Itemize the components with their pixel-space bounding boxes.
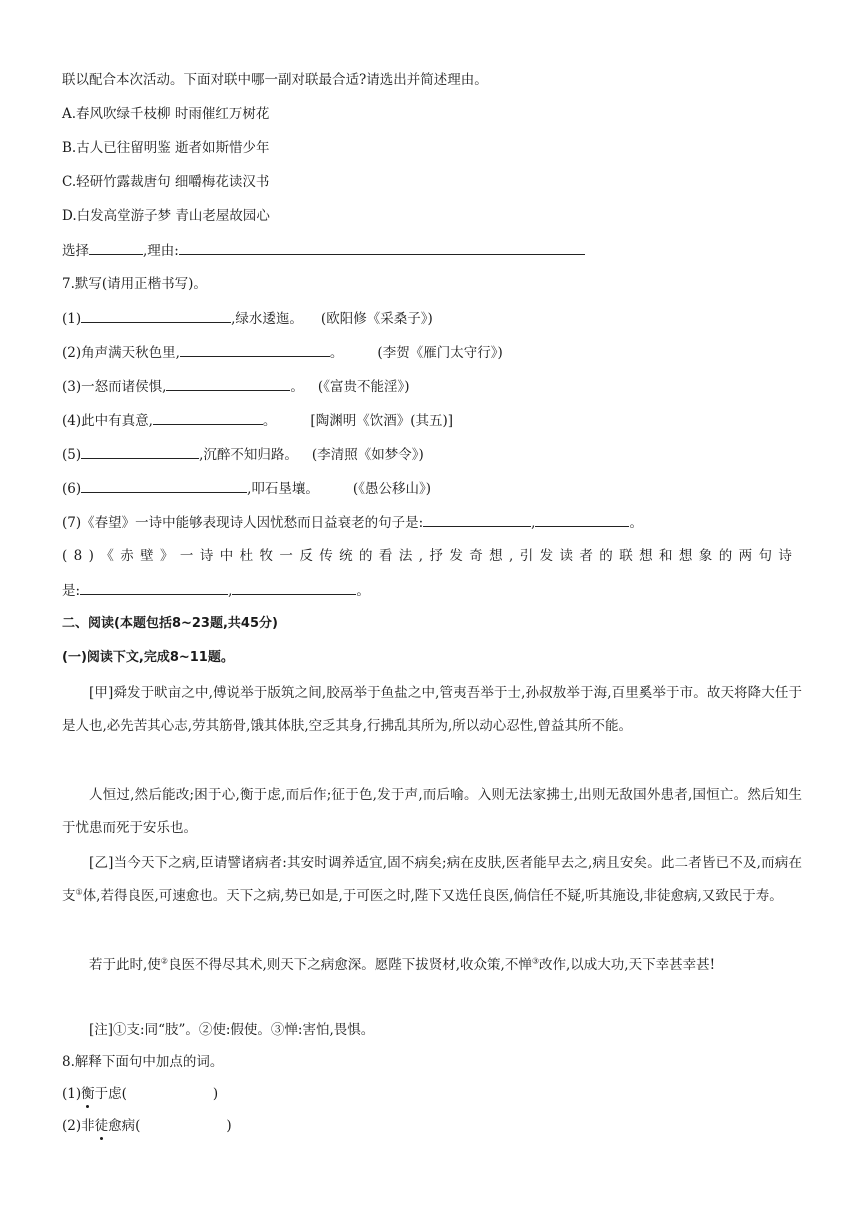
q7-item-7-comma: , <box>531 515 536 531</box>
q7-item-4-source: [陶渊明《饮酒》(其五)] <box>310 413 453 429</box>
q8-item-2-text-a: (2)非 <box>62 1118 95 1134</box>
q6-answer-line <box>62 240 585 261</box>
q6-intro: 联以配合本次活动。下面对联中哪一副对联最合适?请选出并简述理由。 <box>62 72 488 88</box>
q7-item-6-blank[interactable] <box>81 478 247 493</box>
passage-yi-p1-text-a: [乙]当今天下之病,臣请譬诸病者:其安时调养适宜,固不病矣;病在皮肤,医者能早去之,病且安矣。此二者皆已不及,而病在支 <box>62 855 802 904</box>
q7-item-8-line-1: (8)《赤壁》一诗中杜牧一反传统的看法,抒发奇想,引发读者的联想和想象的两句诗 <box>62 548 799 564</box>
q7-item-4-blank[interactable] <box>153 410 263 425</box>
q7-item-7-text: (7)《春望》一诗中能够表现诗人因忧愁而日益衰老的句子是: <box>62 515 424 531</box>
passage-jia-paragraph-1: [甲]舜发于畎亩之中,傅说举于版筑之间,胶鬲举于鱼盐之中,管夷吾举于士,孙叔敖举于海,百里奚举于市。故天将降大任于是人也,必先苦其心志,劳其筋骨,饿其体肤,空乏其身,行拂乱其所为,所以动心忍性,曾益其所不能。 <box>62 685 802 734</box>
footnote-ref-1: ① <box>75 887 83 897</box>
q7-item-5 <box>62 444 424 465</box>
q7-item-3-end: 。 <box>290 379 304 395</box>
q7-item-1-text: ,绿水逶迤。 <box>231 311 303 327</box>
q8-item-1-close: ) <box>212 1086 219 1102</box>
q6-option-d: D.白发高堂游子梦 青山老屋故园心 <box>62 208 270 224</box>
q7-item-8-end: 。 <box>356 583 370 599</box>
q8-item-1-number: (1) <box>62 1086 82 1102</box>
q8-item-2-dotted-word: 徒 <box>94 1118 109 1134</box>
q7-item-8-line-2 <box>62 580 370 601</box>
q7-item-2-blank[interactable] <box>180 342 330 357</box>
q6-choose-label: 选择 <box>62 243 89 259</box>
q8-item-2-close: ) <box>226 1118 232 1134</box>
q6-option-a: A.春风吹绿千枝柳 时雨催红万树花 <box>62 106 270 122</box>
q7-item-7-end: 。 <box>629 515 643 531</box>
q7-item-7 <box>62 512 643 533</box>
passage-yi-p1-text-b: 体,若得良医,可速愈也。天下之病,势已如是,于可医之时,陛下又选任良医,倘信任不疑,听其施设,非徒愈病,又致民于寿。 <box>82 888 783 904</box>
q7-item-4 <box>62 410 453 431</box>
q8-item-2-text-b: 愈病( <box>108 1118 141 1134</box>
footnote-ref-2: ② <box>160 956 168 966</box>
q7-title: 7.默写(请用正楷书写)。 <box>62 276 207 292</box>
passage-yi-p2-text-b: 良医不得尽其术,则天下之病愈深。愿陛下拔贤材,收众策,不惮 <box>167 957 532 973</box>
q7-item-3-blank[interactable] <box>166 376 290 391</box>
q7-item-6-source: (《愚公移山》) <box>352 481 431 497</box>
section-2-subtitle: (一)阅读下文,完成8~11题。 <box>62 650 234 665</box>
q7-item-6 <box>62 478 431 499</box>
q8-item-1-dotted-word: 衡 <box>81 1086 95 1102</box>
passage-yi-p2-text-a: 若于此时,使 <box>89 957 161 973</box>
q7-item-4-text: (4)此中有真意, <box>62 413 153 429</box>
section-2-title: 二、阅读(本题包括8~23题,共45分) <box>62 616 278 631</box>
q7-item-6-text: ,叩石垦壤。 <box>247 481 319 497</box>
q7-item-1-source: (欧阳修《采桑子》) <box>320 311 433 327</box>
q7-item-8-blank-2[interactable] <box>232 580 356 595</box>
q6-choice-blank[interactable] <box>89 240 143 255</box>
q8-item-1-text: 于虑( <box>94 1086 127 1102</box>
q7-item-3-source: (《富贵不能淫》) <box>317 379 410 395</box>
passage-yi-p2-text-c: 改作,以成大功,天下幸甚幸甚! <box>539 957 716 973</box>
q7-item-2 <box>62 342 503 363</box>
passage-notes: [注]①支:同“肢”。②使:假使。③惮:害怕,畏惧。 <box>89 1022 375 1038</box>
q7-item-8-comma: , <box>228 583 233 599</box>
q7-item-5-blank[interactable] <box>81 444 199 459</box>
q7-item-4-end: 。 <box>262 413 277 429</box>
q7-item-2-text: (2)角声满天秋色里, <box>62 345 180 361</box>
passage-jia-paragraph-2: 人恒过,然后能改;困于心,衡于虑,而后作;征于色,发于声,而后喻。入则无法家拂士,出则无敌国外患者,国恒亡。然后知生于忧患而死于安乐也。 <box>62 787 802 836</box>
q7-item-2-end: 。 <box>329 345 344 361</box>
q7-item-2-source: (李贺《雁门太守行》) <box>377 345 503 361</box>
q7-item-3-text: (3)一怒而诸侯惧, <box>62 379 167 395</box>
q7-item-1-blank[interactable] <box>81 308 231 323</box>
q8-title: 8.解释下面句中加点的词。 <box>62 1054 224 1070</box>
q6-reason-label: ,理由: <box>143 243 179 259</box>
q7-item-3 <box>62 376 409 397</box>
passage-yi-paragraph-1 <box>62 847 802 913</box>
q7-item-5-number: (5) <box>62 447 82 463</box>
q7-item-1-number: (1) <box>62 311 82 327</box>
q6-option-c: C.轻研竹露裁唐句 细嚼梅花读汉书 <box>62 174 270 190</box>
q7-item-8-blank-1[interactable] <box>80 580 228 595</box>
q8-item-2 <box>62 1116 232 1136</box>
passage-yi-paragraph-2 <box>62 949 802 982</box>
q7-item-7-blank-1[interactable] <box>423 512 531 527</box>
q7-item-5-source: (李清照《如梦令》) <box>311 447 424 463</box>
q6-option-b: B.古人已往留明鉴 逝者如斯惜少年 <box>62 140 270 156</box>
footnote-ref-3: ③ <box>531 956 540 966</box>
q7-item-5-text: ,沉醉不知归路。 <box>199 447 298 463</box>
q7-item-8-label: 是: <box>62 583 81 599</box>
q7-item-6-number: (6) <box>62 481 82 497</box>
q7-item-7-blank-2[interactable] <box>535 512 629 527</box>
q8-item-1 <box>62 1084 218 1104</box>
q7-item-1 <box>62 308 433 329</box>
q6-reason-blank[interactable] <box>179 240 585 255</box>
